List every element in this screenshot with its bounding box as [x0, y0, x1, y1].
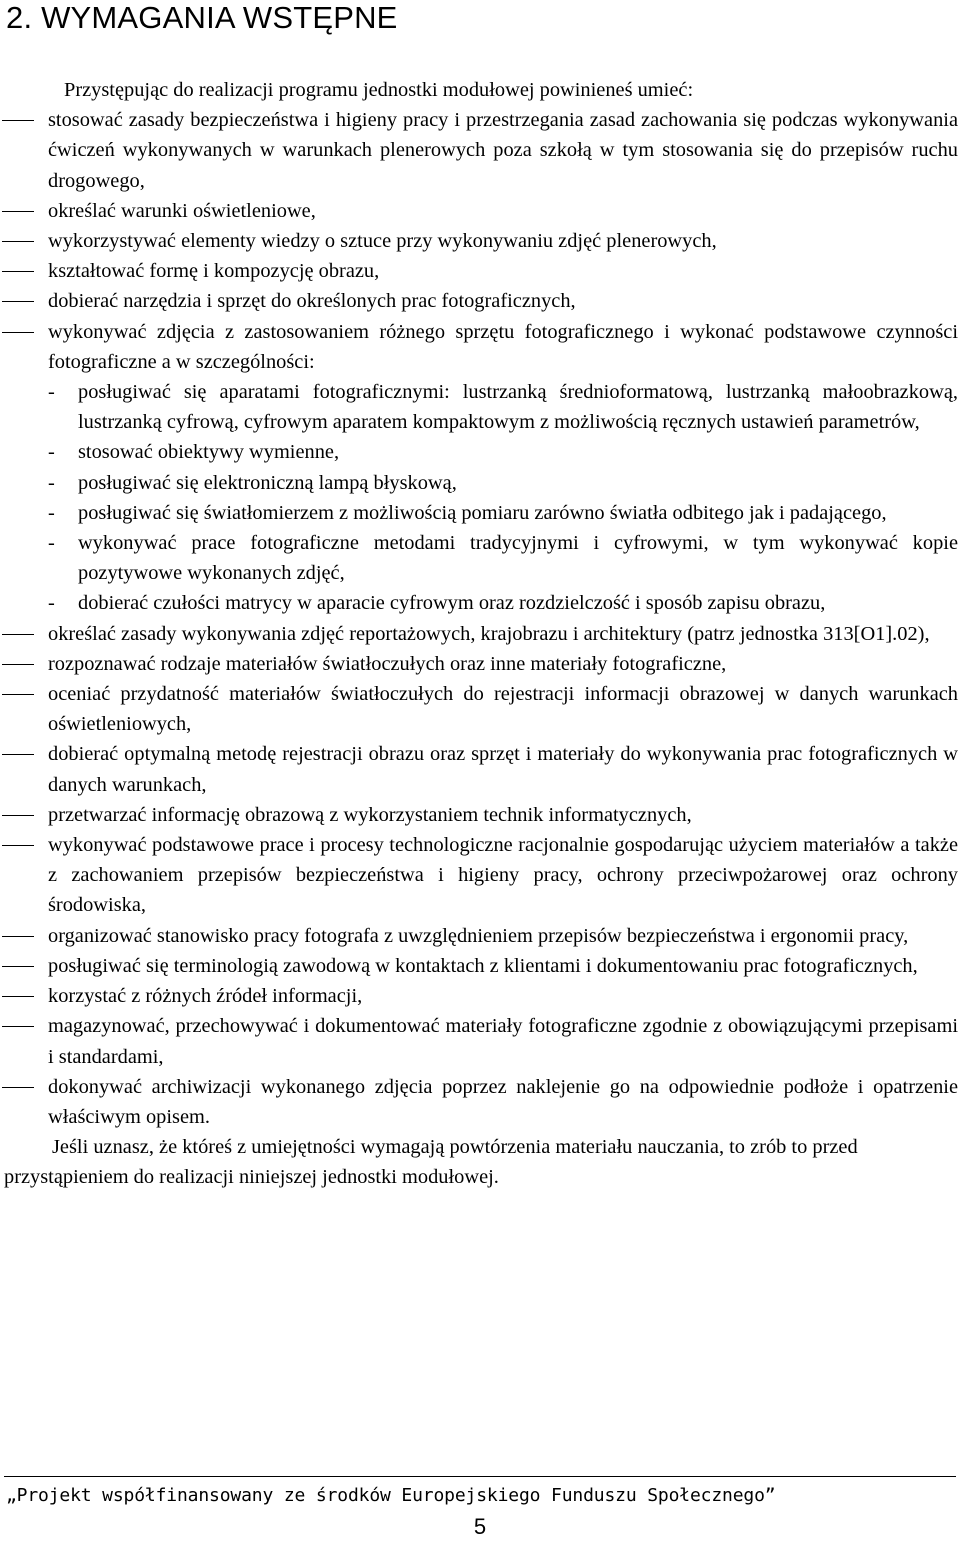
footer-note: „Projekt współfinansowany ze środków Europejskiego Funduszu Społecznego” — [6, 1485, 776, 1506]
dash-bullet — [2, 966, 34, 967]
section-heading: 2. WYMAGANIA WSTĘPNE — [6, 0, 398, 35]
requirements-list — [0, 105, 958, 1132]
list-item-text: dobierać narzędzia i sprzęt do określonych prac fotograficznych, — [48, 290, 576, 313]
sub-list-item-text: wykonywać prace fotograficzne metodami tradycyjnymi i cyfrowymi, w tym wykonywać kopie pozytywowe wykonanych zdjęć, — [78, 532, 958, 585]
dash-bullet — [2, 301, 34, 302]
page-number: 5 — [473, 1514, 487, 1539]
sub-list-item — [0, 528, 958, 588]
dash-bullet — [2, 845, 34, 846]
sub-list-item-text: posługiwać się światłomierzem z możliwością pomiaru zarówno światła odbitego jak i padającego, — [78, 501, 887, 524]
list-item — [0, 1011, 958, 1071]
dash-bullet — [2, 1026, 34, 1027]
dash-bullet — [2, 815, 34, 816]
list-item-text: posługiwać się terminologią zawodową w kontaktach z klientami i dokumentowaniu prac fotograficznych, — [48, 954, 918, 977]
list-item-text: kształtować formę i kompozycję obrazu, — [48, 260, 380, 283]
hyphen-bullet: - — [48, 501, 55, 524]
hyphen-bullet: - — [48, 441, 55, 464]
dash-bullet — [2, 1087, 34, 1088]
dash-bullet — [2, 211, 34, 212]
list-item — [0, 649, 958, 679]
list-item-text: dokonywać archiwizacji wykonanego zdjęcia poprzez naklejenie go na odpowiednie podłoże i opatrzenie właściwym opisem. — [48, 1075, 958, 1128]
list-item — [0, 800, 958, 830]
list-item — [0, 739, 958, 799]
list-item — [0, 317, 958, 377]
dash-bullet — [2, 120, 34, 121]
sub-list-item-text: dobierać czułości matrycy w aparacie cyfrowym oraz rozdzielczość i sposób zapisu obrazu, — [78, 592, 826, 615]
dash-bullet — [2, 332, 34, 333]
list-item — [0, 286, 958, 316]
dash-bullet — [2, 664, 34, 665]
dash-bullet — [2, 271, 34, 272]
list-item — [0, 679, 958, 739]
list-item — [0, 1072, 958, 1132]
hyphen-bullet: - — [48, 381, 55, 404]
list-item — [0, 951, 958, 981]
list-item — [0, 196, 958, 226]
list-item-text: wykorzystywać elementy wiedzy o sztuce przy wykonywaniu zdjęć plenerowych, — [48, 230, 717, 253]
list-item-text: wykonywać zdjęcia z zastosowaniem różnego sprzętu fotograficznego i wykonać podstawowe czynności fotograficzne a w szczególności: — [48, 320, 958, 373]
list-item-text: wykonywać podstawowe prace i procesy technologiczne racjonalnie gospodarując użyciem materiałów a także z zachowaniem przepisów bezpieczeństwa i higieny pracy, ochrony przeciwpożarowej oraz ochrony środowiska, — [48, 834, 958, 917]
sub-list-item-text: stosować obiektywy wymienne, — [78, 441, 340, 464]
hyphen-bullet: - — [48, 532, 55, 555]
list-item-text: korzystać z różnych źródeł informacji, — [48, 985, 363, 1008]
list-item — [0, 830, 958, 921]
sub-list-item-text: posługiwać się aparatami fotograficznymi: lustrzanką średnioformatową, lustrzanką małoobrazkową, lustrzanką cyfrową, cyfrowym aparatem kompaktowym z możliwością ręcznych ustawień parametrów, — [78, 381, 958, 434]
sub-list-item-text: posługiwać się elektroniczną lampą błyskową, — [78, 471, 457, 494]
dash-bullet — [2, 634, 34, 635]
list-item-text: przetwarzać informację obrazową z wykorzystaniem technik informatycznych, — [48, 803, 692, 826]
list-item-text: określać warunki oświetleniowe, — [48, 199, 316, 222]
dash-bullet — [2, 241, 34, 242]
sub-list-item — [0, 498, 958, 528]
document-body — [0, 75, 958, 1193]
sub-list-item — [0, 437, 958, 467]
list-item-text: dobierać optymalną metodę rejestracji obrazu oraz sprzęt i materiały do wykonywania prac fotograficznych w danych warunkach, — [48, 743, 958, 796]
list-item — [0, 921, 958, 951]
sub-list-item — [0, 468, 958, 498]
list-item — [0, 981, 958, 1011]
sub-list-item — [0, 377, 958, 437]
dash-bullet — [2, 936, 34, 937]
footer-divider — [4, 1476, 956, 1477]
list-item — [0, 256, 958, 286]
hyphen-bullet: - — [48, 471, 55, 494]
list-item-text: rozpoznawać rodzaje materiałów światłoczułych oraz inne materiały fotograficzne, — [48, 652, 727, 675]
list-item-text: organizować stanowisko pracy fotografa z uwzględnieniem przepisów bezpieczeństwa i ergonomii pracy, — [48, 924, 909, 947]
dash-bullet — [2, 754, 34, 755]
hyphen-bullet: - — [48, 592, 55, 615]
intro-paragraph: Przystępując do realizacji programu jednostki modułowej powinieneś umieć: — [64, 79, 694, 101]
list-item-text: oceniać przydatność materiałów światłoczułych do rejestracji informacji obrazowej w danych warunkach oświetleniowych, — [48, 683, 958, 736]
list-item — [0, 105, 958, 196]
list-item-text: magazynować, przechowywać i dokumentować materiały fotograficzne zgodnie z obowiązującymi przepisami i standardami, — [48, 1015, 958, 1068]
closing-paragraph: Jeśli uznasz, że któreś z umiejętności wymagają powtórzenia materiału nauczania, to zrób to przed przystąpieniem do realizacji niniejszej jednostki modułowej. — [4, 1136, 858, 1189]
list-item — [0, 619, 958, 649]
list-item — [0, 226, 958, 256]
list-item-text: określać zasady wykonywania zdjęć reportażowych, krajobrazu i architektury (patrz jednostka 313[O1].02), — [48, 622, 930, 645]
sub-list-item — [0, 588, 958, 618]
dash-bullet — [2, 996, 34, 997]
list-item-text: stosować zasady bezpieczeństwa i higieny pracy i przestrzegania zasad zachowania się podczas wykonywania ćwiczeń wykonywanych w warunkach plenerowych poza szkołą w tym stosowania się do przepisów ruchu drogowego, — [48, 109, 958, 192]
dash-bullet — [2, 694, 34, 695]
